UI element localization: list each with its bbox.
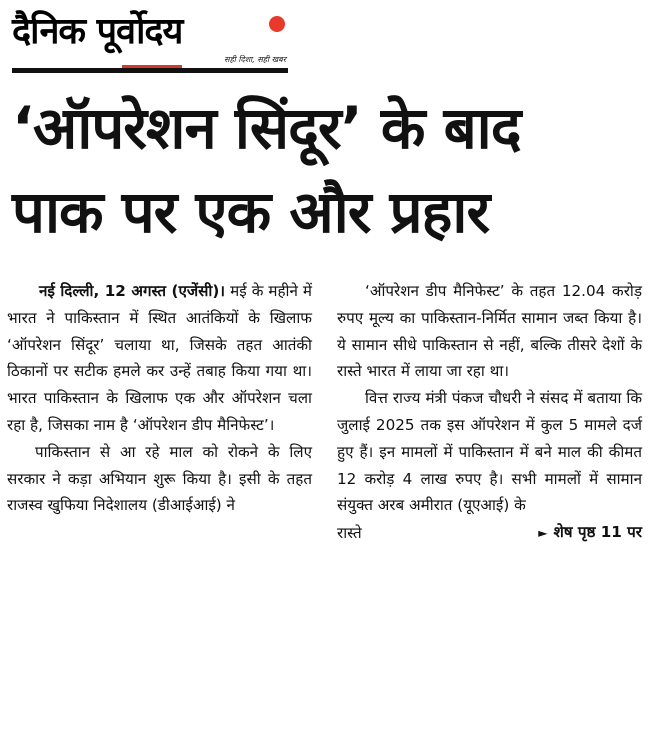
headline-line-1: ‘ऑपरेशन सिंदूर’ के बाद <box>12 94 521 162</box>
article-headline <box>12 86 642 254</box>
article-paragraph: वित्त राज्य मंत्री पंकज चौधरी ने संसद में बताया कि जुलाई 2025 तक इस ऑपरेशन में कुल 5 मामले दर्ज हुए हैं। इन मामलों में पाकिस्तान में बने माल की कीमत 12 करोड़ 4 लाख रुपए है। सभी मामलों में सामान संयुक्त अरब अमीरात (यूएआई) के <box>337 389 642 515</box>
dateline: नई दिल्ली, 12 अगस्त (एजेंसी)। <box>39 282 226 300</box>
last-word: रास्ते <box>337 523 362 542</box>
newspaper-tagline: सही दिशा, सही खबर <box>224 55 286 64</box>
logo-dot-icon <box>269 16 285 32</box>
masthead <box>12 6 290 74</box>
continuation-line <box>337 519 642 547</box>
newspaper-logo: दैनिक पूर्वोदय <box>12 11 183 52</box>
continued-on-page[interactable] <box>538 519 642 547</box>
article-paragraph: पाकिस्तान से आ रहे माल को रोकने के लिए सरकार ने कड़ा अभियान शुरू किया है। इसी के तहत राजस्व खुफिया निदेशालय (डीआईआई) ने <box>7 442 312 515</box>
article-column-left <box>7 278 312 519</box>
paragraph-text: मई के महीने में भारत ने पाकिस्तान में स्थित आतंकियों के खिलाफ ‘ऑपरेशन सिंदूर’ चलाया था, जिसके तहत आतंकी ठिकानों पर सटीक हमले कर उन्हें तबाह किया गया था। भारत पाकिस्तान के खिलाफ एक और ऑपरेशन चला रहा है, जिसका नाम है ‘ऑपरेशन डीप मैनिफेस्ट’। <box>7 282 313 434</box>
arrow-right-icon: ► <box>538 526 548 541</box>
article-column-right <box>337 278 642 547</box>
article-paragraph <box>7 278 312 439</box>
headline-line-2: पाक पर एक और प्रहार <box>12 178 490 246</box>
continued-label: शेष पृष्ठ 11 पर <box>553 523 642 542</box>
article-paragraph: ‘ऑपरेशन डीप मैनिफेस्ट’ के तहत 12.04 करोड़ रुपए मूल्य का पाकिस्तान-निर्मित सामान जब्त किया है। ये सामान सीधे पाकिस्तान से नहीं, बल्कि तीसरे देशों के रास्ते भारत में लाया जा रहा था। <box>337 282 642 381</box>
masthead-rule <box>12 68 288 73</box>
